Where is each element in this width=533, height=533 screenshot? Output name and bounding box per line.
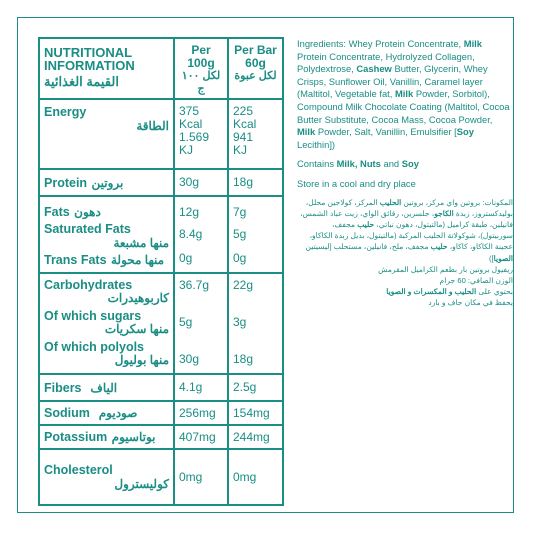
ar-text: ، جلسرين، رقائق الواي، زيت عباد الشمس، فانيلين، طبقة كراميل (مالتيتول، دهون نباتي، <box>300 208 513 229</box>
trans-fats-label-ar: منها محولة <box>110 253 165 267</box>
ingredients-en <box>297 38 513 151</box>
net-weight-ar: الوزن الصافي: 60 جرام <box>439 275 513 285</box>
potassium-v1: 407mg <box>174 425 228 449</box>
sat-fats-label-ar: منها مشبعة <box>113 236 169 250</box>
energy-v2d: KJ <box>233 143 248 157</box>
potassium-label: Potassium <box>44 430 108 444</box>
protein-v1: 30g <box>174 169 228 196</box>
contains-allergens: Milk, Nuts <box>336 158 381 170</box>
col1-ar: لكل ١٠٠ ج <box>181 70 221 95</box>
trans-v2: 0g <box>233 251 247 265</box>
ing-text: Butter, Glycerin, Whey Crisps, Sunflower Oil, Vanillin, Caramel layer (Maltitol, Vegetable fat, <box>297 63 488 100</box>
energy-row <box>39 99 283 169</box>
product-name-ar: ريفيول بروتين بار بطعم الكراميل المقرمش <box>378 264 513 274</box>
col2-ar: لكل عبوة <box>234 70 277 82</box>
ar-text: مجفف، ملح، فانيلين، مستحلب [ليسيتين <box>305 242 431 252</box>
sodium-row <box>39 401 283 425</box>
sat-fats-label: Saturated Fats <box>44 222 131 236</box>
carbs-row <box>39 273 283 374</box>
protein-row <box>39 169 283 196</box>
ar-allergen: الحليب <box>379 197 402 207</box>
polyols-label: Of which polyols <box>44 340 145 354</box>
carbs-label: Carbohydrates <box>44 278 133 292</box>
ar-text: المكونات: بروتين واي مركز، بروتين <box>401 197 513 207</box>
col2-line2: 60g <box>245 56 266 70</box>
ing-text: Ingredients: Whey Protein Concentrate, <box>297 38 464 49</box>
energy-v1b: Kcal <box>179 117 203 131</box>
energy-label: Energy <box>44 105 87 119</box>
fats-v1: 12g <box>179 205 200 219</box>
sodium-label-ar: صوديوم <box>98 406 138 420</box>
energy-v1c: 1.569 <box>179 130 210 144</box>
sat-v2: 5g <box>233 227 247 241</box>
sodium-v1: 256mg <box>174 401 228 425</box>
col1-line1: Per <box>191 43 211 57</box>
fibers-label-ar: الياف <box>90 380 118 395</box>
col1-line2: 100g <box>187 56 215 70</box>
ar-contains: يحتوي على <box>476 287 513 297</box>
allergen-milk: Milk <box>463 38 482 49</box>
fibers-v2: 2.5g <box>228 374 283 401</box>
carbs-v2: 22g <box>233 278 254 292</box>
ar-contains-allergens: الحليب و المكسرات و الصويا <box>386 287 477 297</box>
fibers-v1: 4.1g <box>174 374 228 401</box>
ing-text: Protein Concentrate, Hydrolyzed Collagen, Polydextrose, <box>297 50 475 75</box>
trans-fats-label: Trans Fats <box>44 253 107 267</box>
fats-row <box>39 196 283 273</box>
potassium-label-ar: بوتاسيوم <box>111 430 156 444</box>
allergen-milk: Milk <box>394 88 414 100</box>
fats-label: Fats <box>44 205 70 219</box>
header-per-bar <box>228 38 283 99</box>
sugars-v1: 5g <box>179 315 193 329</box>
ing-text: Lecithin]) <box>297 138 336 150</box>
contains-en <box>297 158 513 171</box>
potassium-v2: 244mg <box>228 425 283 449</box>
header-title-cell <box>39 38 174 99</box>
ingredients-panel <box>297 38 513 309</box>
allergen-milk: Milk <box>297 126 316 138</box>
protein-label-ar: بروتين <box>91 175 124 190</box>
sugars-label-ar: منها سكريات <box>104 322 169 336</box>
cholesterol-v2: 0mg <box>228 449 283 505</box>
fibers-label: Fibers <box>44 380 82 395</box>
nutrition-table <box>38 37 284 506</box>
header-per-100g <box>174 38 228 99</box>
sugars-v2: 3g <box>233 315 247 329</box>
protein-label: Protein <box>44 175 88 190</box>
ar-allergen: الكاجو <box>434 208 454 218</box>
energy-v2a: 225 <box>233 104 254 118</box>
sat-v1: 8.4g <box>179 227 203 241</box>
allergen-soy: Soy <box>456 126 474 138</box>
potassium-row <box>39 425 283 449</box>
ing-text: Powder, Sorbitol), Compound Milk Chocolate Coating (Maltitol, Cocoa Butter Substitute, Cocoa Mass, Cocoa Powder, <box>297 88 510 125</box>
energy-v2c: 941 <box>233 130 254 144</box>
storage-en: Store in a cool and dry place <box>297 177 416 189</box>
ingredients-ar <box>297 197 513 309</box>
fats-v2: 7g <box>233 205 247 219</box>
energy-label-ar: الطاقة <box>136 119 169 133</box>
contains-text: and <box>380 158 402 170</box>
header-row <box>39 38 283 99</box>
sugars-label: Of which sugars <box>44 309 142 323</box>
cholesterol-label-ar: كوليسترول <box>114 477 169 491</box>
sodium-label: Sodium <box>44 406 90 420</box>
title-ar: القيمة الغذائية <box>44 74 119 89</box>
fibers-row <box>39 374 283 401</box>
contains-allergens: Soy <box>401 158 419 170</box>
cholesterol-row <box>39 449 283 505</box>
ar-allergen: الصويا <box>493 253 513 263</box>
cholesterol-label: Cholesterol <box>44 463 113 477</box>
polyols-v1: 30g <box>179 352 200 366</box>
trans-v1: 0g <box>179 251 193 265</box>
storage-ar: يحفظ في مكان جاف و بارد <box>428 298 513 308</box>
ing-text: Powder, Salt, Vanillin, Emulsifier [ <box>315 126 457 138</box>
energy-v1d: KJ <box>179 143 194 157</box>
contains-text: Contains <box>297 158 337 170</box>
ar-allergen: حليب <box>430 242 448 252</box>
carbs-v1: 36.7g <box>179 278 210 292</box>
polyols-v2: 18g <box>233 352 254 366</box>
ar-text: ]) <box>489 253 494 263</box>
sodium-v2: 154mg <box>228 401 283 425</box>
allergen-cashew: Cashew <box>356 63 392 75</box>
ar-text: المركز، كولاجين محلل، بوليدكستروز، زبدة <box>305 197 513 218</box>
cholesterol-v1: 0mg <box>174 449 228 505</box>
col2-line1: Per Bar <box>234 43 277 57</box>
ar-text: مجفف، سوربيتول)، شوكولاتة الحليب المركبة (مالتيتول، بديل زبدة الكاكاو، عجينة الكاكاو، كاكاو، <box>309 219 513 252</box>
polyols-label-ar: منها بوليول <box>114 353 169 367</box>
title-en-2: INFORMATION <box>44 58 135 73</box>
energy-v2b: Kcal <box>233 117 257 131</box>
carbs-label-ar: كاربوهيدرات <box>107 291 169 305</box>
fats-label-ar: دهون <box>74 205 101 219</box>
title-en-1: NUTRITIONAL <box>44 45 133 60</box>
energy-v1a: 375 <box>179 104 200 118</box>
ar-allergen: حليب <box>357 219 375 229</box>
protein-v2: 18g <box>228 169 283 196</box>
